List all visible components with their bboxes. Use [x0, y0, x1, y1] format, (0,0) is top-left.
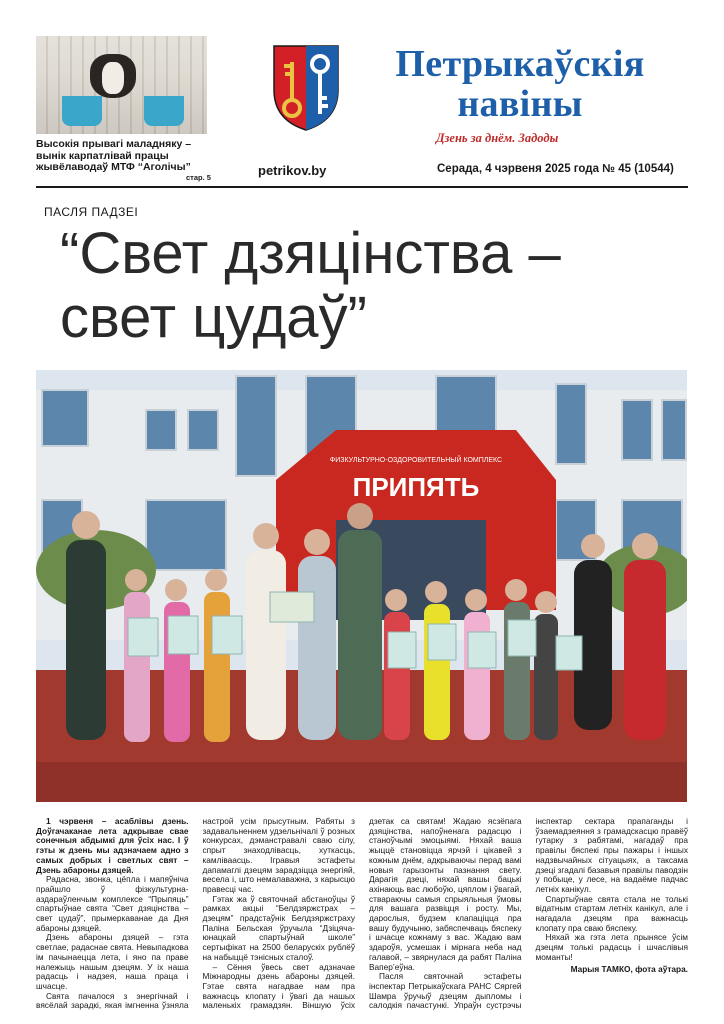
headline-line-1: “Свет дзяцінства –	[60, 221, 561, 286]
article-paragraph: Гэтак жа ў святочнай абстаноўцы ў рамках акцыі “Белдзяржстрах – дзецям” прадстаўнік Белдзяржстраху Паліна Бельская ўручыла “Дзіцяча-юнацкай спартыўнай школе” сертыфікат на 2500 беларускіх рублёў на набыццё тэнісных сталоў.	[202, 893, 355, 962]
bucket-right	[144, 96, 184, 126]
article-paragraph: Няхай жа гэта лета прынясе ўсім дзецям толькі радасць і шчаслівыя моманты!	[535, 932, 688, 962]
site-url-link[interactable]: petrikov.by	[258, 163, 327, 178]
calf-face	[102, 62, 124, 94]
main-article-photo[interactable]	[36, 370, 687, 802]
building-sign-subtitle: ФИЗКУЛЬТУРНО-ОЗДОРОВИТЕЛЬНЫЙ КОМПЛЕКС	[329, 457, 503, 464]
teaser-photo[interactable]	[36, 36, 207, 134]
headline-line-2: свет цудаў”	[60, 285, 367, 350]
article-body	[36, 817, 688, 1017]
article-paragraph: Радасна, звонка, цёпла і мапяўніча прайшло ў фізкультурна-аздараўленчым комплексе “Прыпяць” спартыўнае свята “Свет дзяцінства – свет цудаў”, прымеркаванае да Дня абароны дзяцей.	[36, 874, 189, 933]
title-line-1: Петрыкаўскія	[395, 43, 645, 85]
article-paragraph: Пасля святочнай эстафеты інспектар Петрыкаўскага РАНС Сяргей Шамра ўручыў дзецям дыпломы і салодкія пачастункі. Упраўн сустрэчы інспектар сектара прапаганды і ўзаемадзеяння з грамадскасцю правёў гутарку з рабятамі, нагадаў пра правілы бяспекі пры пажары і іншых надзвычайных сітуацыях, а таксама дзеці згадалі базавыя правілы паводзін у побыце, у лесе, на вадаёме падчас летніх канікул.	[369, 816, 688, 1011]
issue-date-number: Серада, 4 чэрвеня 2025 года № 45 (10544)	[437, 163, 674, 175]
title-line-2: навіны	[457, 83, 583, 125]
article-paragraph: Спартыўнае свята стала не толькі відатным стартам летніх канікул, але і нагадала дзецям пра важнасць клопату пра сваю бяспеку.	[535, 893, 688, 933]
section-label: ПАСЛЯ ПАДЗЕІ	[44, 205, 139, 219]
bucket-left	[62, 96, 102, 126]
article-paragraph: – Сёння ўвесь свет адзначае Міжнародны дзень абароны дзяцей. Гэтае свята нагадвае нам пра важнасць клопату і ўвагі да нашых маленькіх грамадзян. Віншую ўсіх дзетак са святам! Жадаю ясзёпага дзяцінства, напоўненага радасцю і станоўчымі эмоцыямі. Няхай ваша жыццё становіцца ярчэй і цікавей з кожным днём, адкрываючы перад вамі новыя гарызонты пазнання свету. Дарагія дзеці, няхай вашы бацькі ахінаюць вас любоўю, цяплом і ўвагай, ствараючы самыя спрыяльныя ўмовы для вашага развіцця і росту. Мы, дарослыя, будзем клапаціцца пра вашу будучыню, забяспечваць бяспеку і шчасце кожнаму з вас. Жадаю вам здароўя, усмешак і мірнага неба над галавой, – звярнулася да рабят Паліна Вапер’еўна.	[202, 816, 522, 1011]
newspaper-slogan: Дзень за днём. Задоды	[436, 131, 559, 145]
newspaper-title	[350, 44, 690, 124]
article-paragraph: Дзень абароны дзяцей – гэта светлае, радаснае свята. Невыпадкова ім пачынаецца лета, і яно па праве належыць нашым дзецям. У іх наша радасць і надзея, наша праца і шчасце.	[36, 932, 189, 991]
article-byline: Марыя ТАМКО, фота аўтара.	[570, 963, 688, 974]
article-paragraph: Свята пачалося з энергічнай і вясёлай зарадкі, якая імгненна ўзняла настрой усім прысутным. Рабяты з задавальненнем удзельнічалі ў розных конкурсах, дэманстравалі сваю сілу, спрыт знаходлівасць, хуткасць, камліваасць. Ігравыя эстафеты дапамаглі дзецям зарадзіцца энергіяй, весела і, што немалаважна, з карысцю правесці час.	[36, 816, 355, 1011]
building-sign-text: ПРИПЯТЬ	[352, 472, 480, 502]
coat-of-arms-icon	[270, 42, 342, 132]
teaser-headline[interactable]: Высокія прывагі маладняку – вынік карпатлівай працы жывёлаводаў МТФ “Аголічы”	[36, 138, 192, 173]
teaser-page-ref[interactable]: стар. 5	[186, 173, 211, 182]
masthead-divider	[36, 186, 688, 188]
article-headline	[60, 222, 700, 350]
article-lead: 1 чэрвеня – асаблівы дзень. Доўгачаканае лета адкрывае свае сонечныя абдымкі для ўсіх нас. І ў гэты ж дзень мы адзначаем адно з самых добрых і светлых свят – Дзень абароны дзяцей.	[36, 816, 189, 875]
